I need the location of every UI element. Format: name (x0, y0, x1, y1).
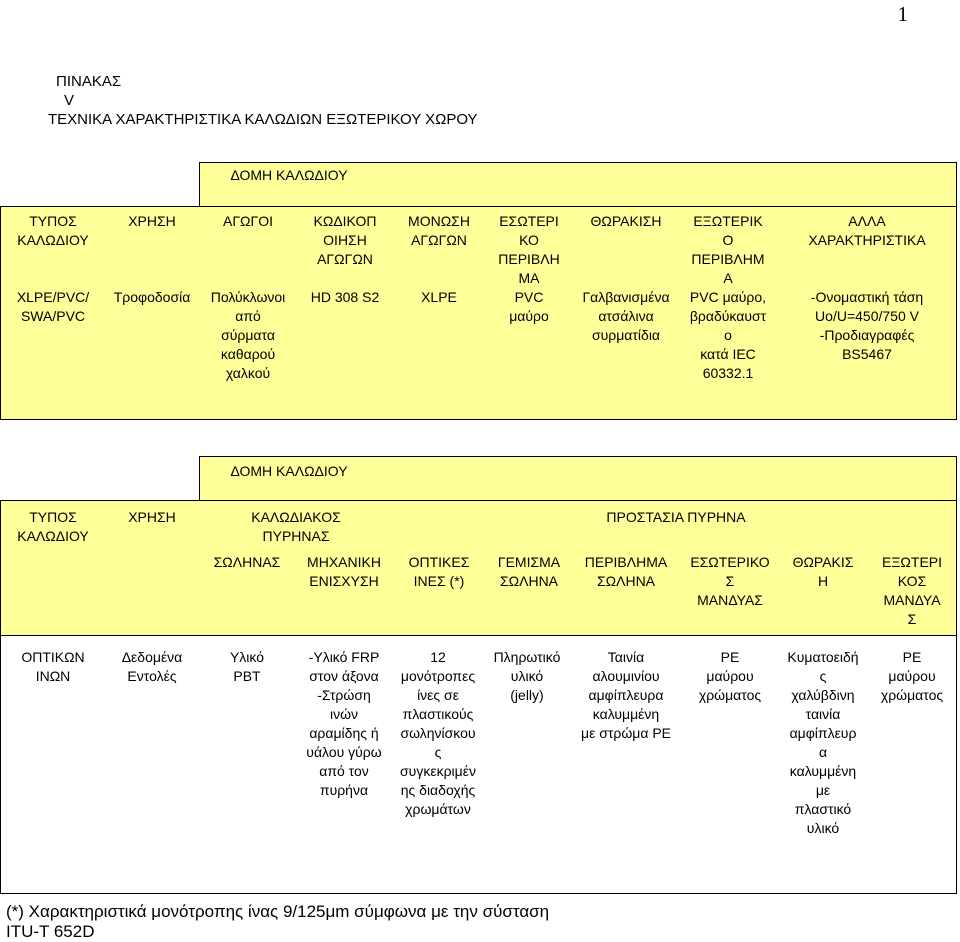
t1-header-inner-sheath: ΕΣΩΤΕΡΙ ΚΟ ΠΕΡΙΒΛΗ ΜΑ (498, 213, 560, 286)
t1-cell-insulation: XLPE (421, 289, 457, 305)
table1-title: ΔΟΜΗ ΚΑΛΩΔΙΟΥ (230, 167, 348, 183)
t1-header-armour: ΘΩΡΑΚΙΣΗ (590, 213, 662, 229)
t1-header-coding: ΚΩΔΙΚΟΠ ΟΙΗΣΗ ΑΓΩΓΩΝ (313, 213, 377, 267)
footnote (6, 902, 549, 942)
t1-header-use: ΧΡΗΣΗ (128, 213, 176, 229)
t2-sub-reinforcement: ΜΗΧΑΝΙΚΗ ΕΝΙΣΧΥΣΗ (307, 554, 381, 589)
t2-group-core-protection: ΠΡΟΣΤΑΣΙΑ ΠΥΡΗΝΑ (606, 509, 746, 525)
heading-table-number: V (64, 92, 75, 109)
t1-header-conductors: ΑΓΩΓΟΙ (222, 213, 273, 229)
t1-cell-conductors: Πολύκλωνοι από σύρματα καθαρού χαλκού (210, 289, 286, 381)
t2-cell-inner-jacket: PE μαύρου χρώματος (698, 649, 762, 703)
t2-cell-tube-sheath: Ταινία αλουμινίου αμφίπλευρα καλυμμένη με στρώμα PE (581, 649, 671, 741)
t1-header-outer-sheath: ΕΞΩΤΕΡΙΚ Ο ΠΕΡΙΒΛΗΜ Α (691, 213, 765, 286)
t2-sub-fibres: ΟΠΤΙΚΕΣ ΙΝΕΣ (*) (408, 554, 470, 589)
heading-title: ΤΕΧΝΙΚΑ ΧΑΡΑΚΤΗΡΙΣΤΙΚΑ ΚΑΛΩΔΙΩΝ ΕΞΩΤΕΡΙΚΟΥ ΧΩΡΟΥ (48, 111, 478, 128)
t2-sub-armour: ΘΩΡΑΚΙΣ Η (792, 554, 854, 589)
t2-cell-outer-jacket: PE μαύρου χρώματος (880, 649, 944, 703)
footnote-line-1: (*) Χαρακτηριστικά μονότροπης ίνας 9/125μm σύμφωνα με την σύσταση (6, 902, 550, 921)
t2-sub-tube-sheath: ΠΕΡΙΒΛΗΜΑ ΣΩΛΗΝΑ (584, 554, 668, 589)
t2-sub-tube: ΣΩΛΗΝΑΣ (213, 554, 281, 570)
t2-cell-armour: Κυματοειδή ς χαλύβδινη ταινία αμφίπλευρ α καλυμμένη με πλαστικό υλικό (787, 649, 859, 836)
t1-header-other: ΑΛΛΑ ΧΑΡΑΚΤΗΡΙΣΤΙΚΑ (808, 213, 926, 248)
t1-cell-outer-sheath: PVC μαύρο, βραδύκαυστ ο κατά IEC 60332.1 (689, 289, 767, 381)
t1-header-type: ΤΥΠΟΣ ΚΑΛΩΔΙΟΥ (17, 213, 89, 248)
table-heading (48, 72, 478, 129)
t1-cell-inner-sheath: PVC μαύρο (509, 289, 549, 324)
t2-cell-use: Δεδομένα Εντολές (121, 649, 183, 684)
t1-cell-armour: Γαλβανισμένα ατσάλινα συρματίδια (582, 289, 670, 343)
t2-cell-fibres: 12 μονότροπες ίνες σε πλαστικούς σωληνίσκου ς συγκεκριμέν ης διαδοχής χρωμάτων (400, 649, 476, 817)
t1-cell-use: Τροφοδοσία (113, 289, 191, 305)
t1-cell-other: -Ονομαστική τάση Uo/U=450/750 V -Προδιαγραφές BS5467 (810, 289, 924, 362)
t2-cell-tube: Υλικό PBT (229, 649, 265, 684)
heading-table-label: ΠΙΝΑΚΑΣ (56, 73, 122, 90)
page-number: 1 (897, 2, 908, 26)
t1-header-insulation: ΜΟΝΩΣΗ ΑΓΩΓΩΝ (408, 213, 470, 248)
table2-title: ΔΟΜΗ ΚΑΛΩΔΙΟΥ (230, 463, 348, 479)
t2-cell-type: ΟΠΤΙΚΩΝ ΙΝΩΝ (21, 649, 85, 684)
t2-sub-inner-jacket: ΕΣΩΤΕΡΙΚΟ Σ ΜΑΝΔΥΑΣ (690, 554, 770, 608)
footnote-line-2: ITU-T 652D (6, 922, 95, 941)
t2-cell-reinforcement: -Υλικό FRP στον άξονα -Στρώση ινών αραμίδης ή υάλου γύρω από τον πυρήνα (306, 649, 382, 798)
t2-header-use: ΧΡΗΣΗ (128, 509, 176, 525)
t2-header-type: ΤΥΠΟΣ ΚΑΛΩΔΙΟΥ (17, 509, 89, 544)
t1-cell-type: XLPE/PVC/ SWA/PVC (16, 289, 90, 324)
t2-sub-outer-jacket: ΕΞΩΤΕΡΙ ΚΟΣ ΜΑΝΔΥΑ Σ (881, 554, 943, 627)
t2-cell-tube-filling: Πληρωτικό υλικό (jelly) (493, 649, 561, 703)
t1-cell-coding: HD 308 S2 (310, 289, 380, 305)
t2-group-fire-core: ΚΑΛΩΔΙΑΚΟΣ ΠΥΡΗΝΑΣ (251, 509, 341, 544)
t2-sub-tube-filling: ΓΕΜΙΣΜΑ ΣΩΛΗΝΑ (497, 554, 561, 589)
